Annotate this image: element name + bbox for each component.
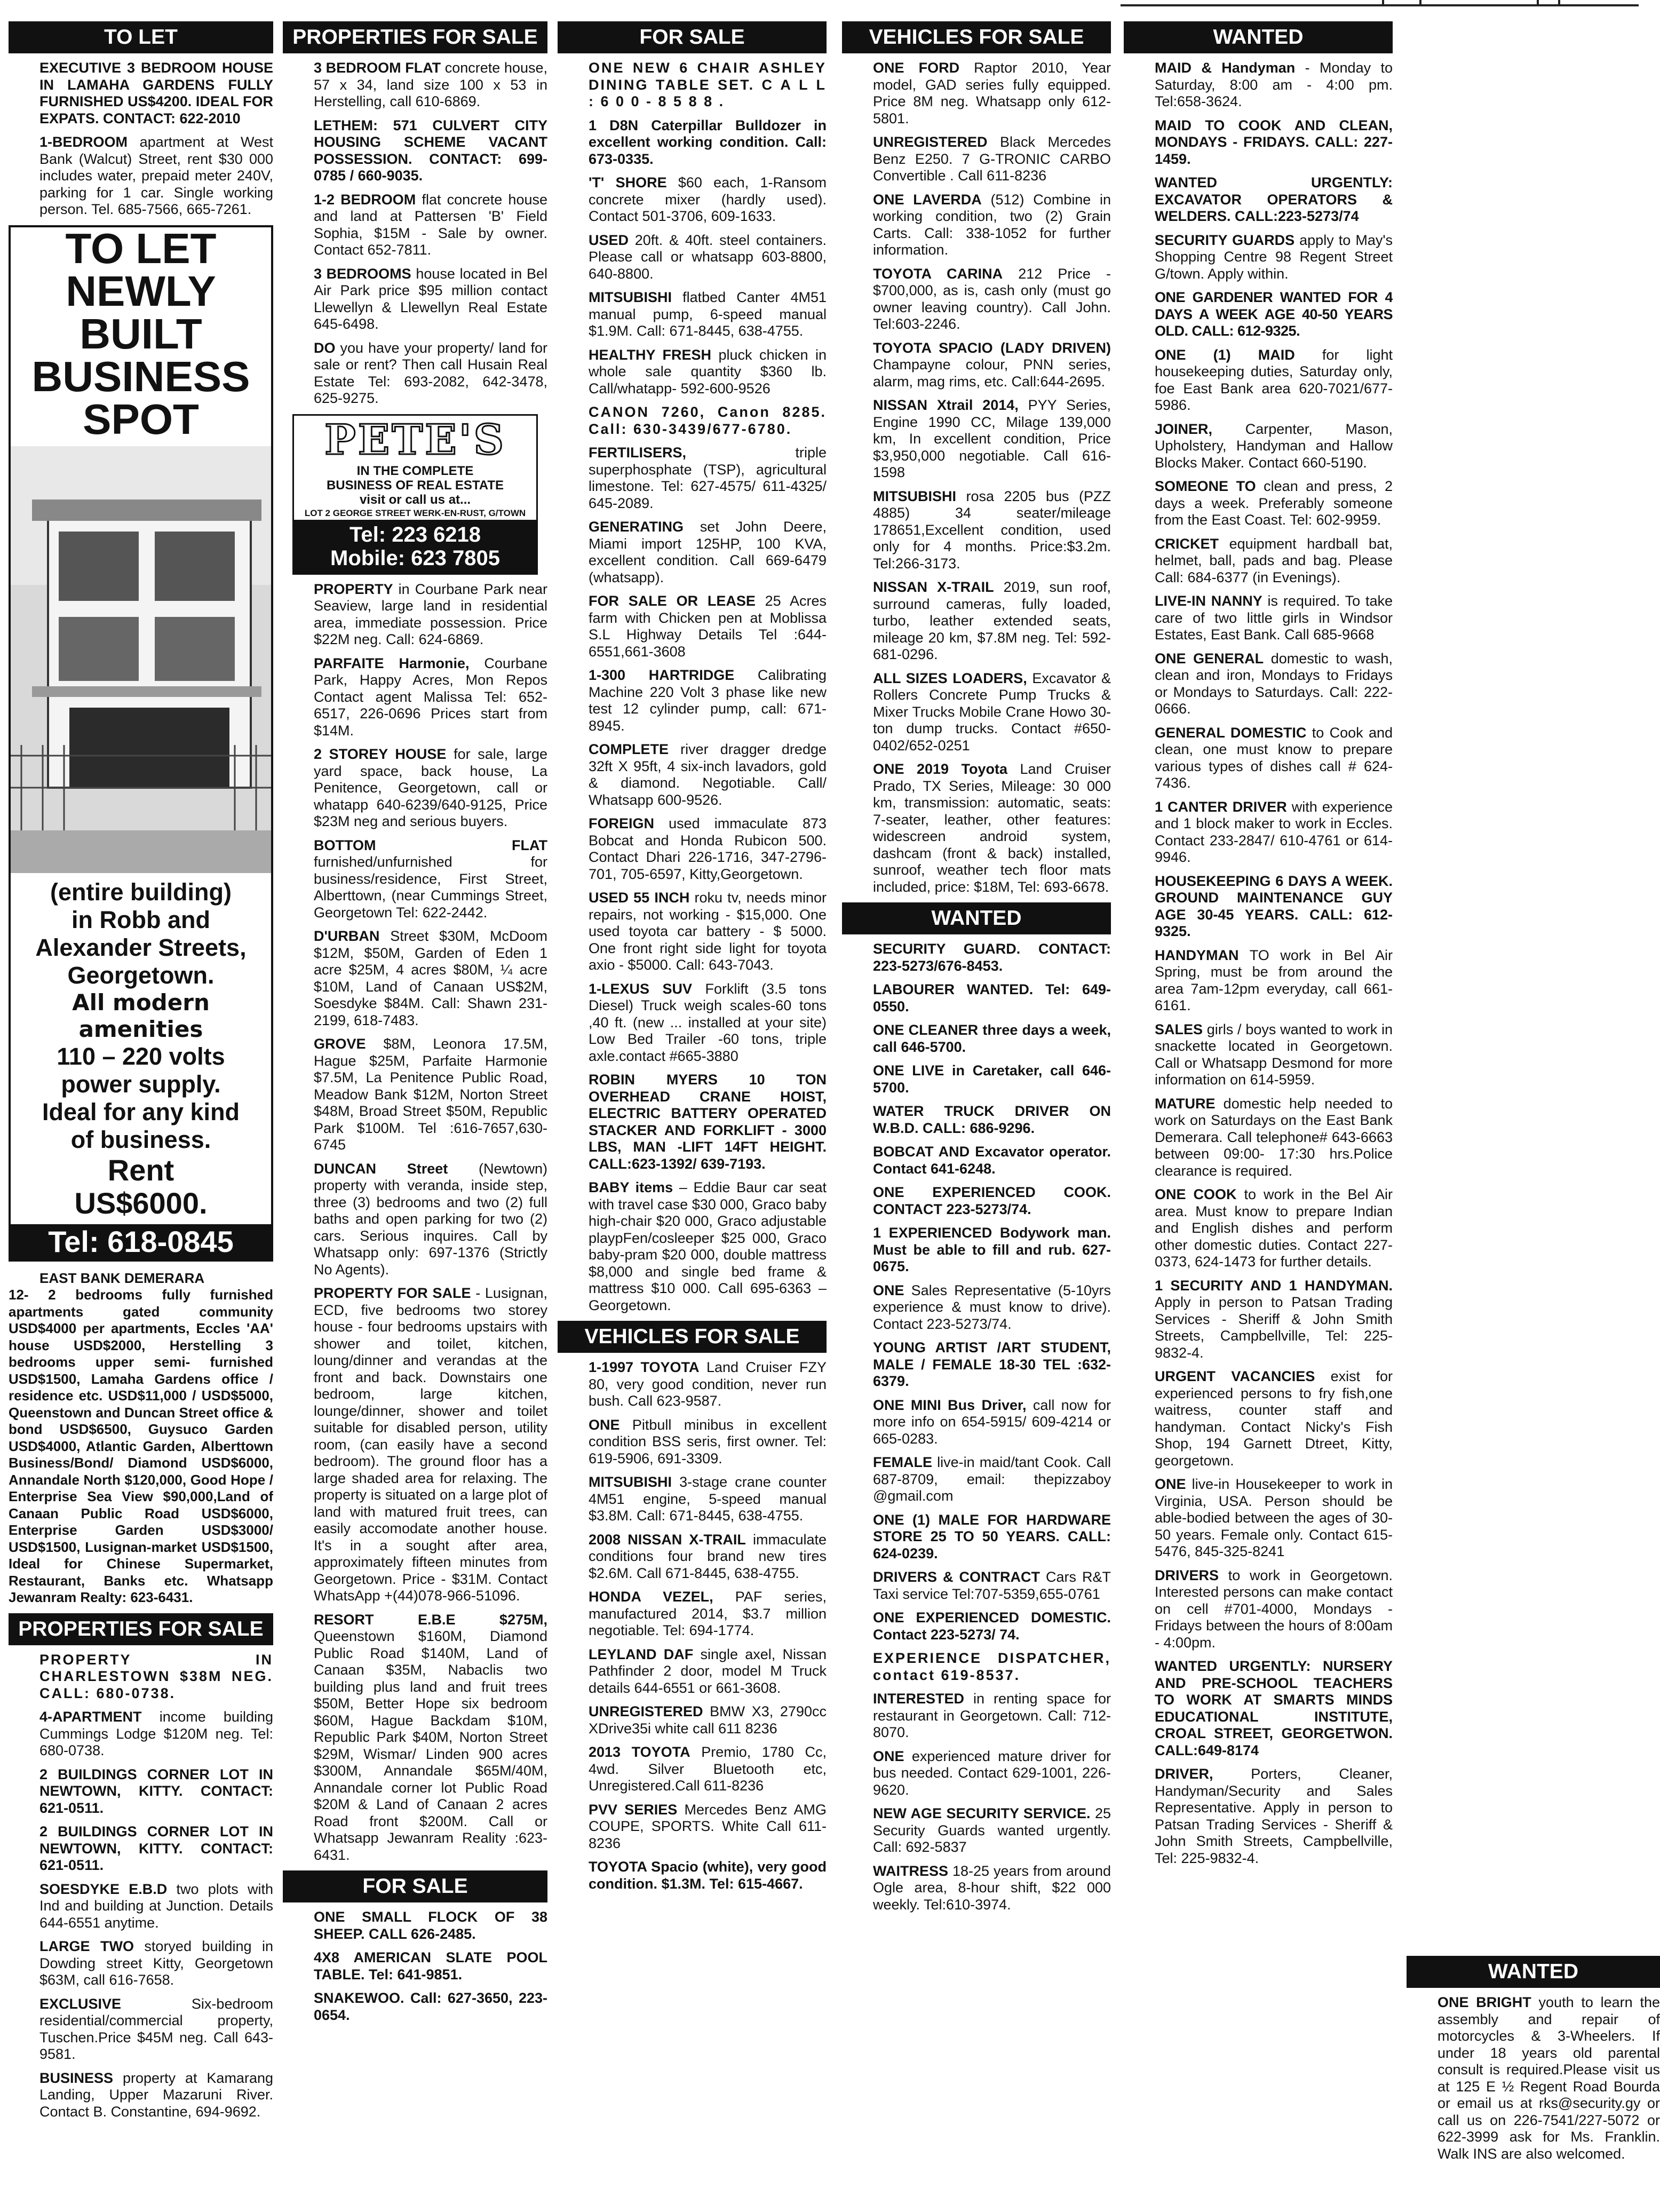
section-header-to-let: TO LET bbox=[9, 21, 273, 53]
section-header-wanted: WANTED bbox=[1124, 21, 1393, 53]
classified-ad: UNREGISTERED Black Mercedes Benz E250. 7 G-TRONIC CARBO Convertible . Call 611-8236 bbox=[873, 134, 1111, 184]
classified-ad: DO you have your property/ land for sale or rent? Then call Husain Real Estate Tel: 693-2082, 642-3478, 625-9275. bbox=[314, 339, 547, 406]
classified-ad: INTERESTED in renting space for restaurant in Georgetown. Call: 712-8070. bbox=[873, 1691, 1111, 1740]
column-properties-for-sale bbox=[283, 21, 547, 2209]
classified-ad: 1 D8N Caterpillar Bulldozer in excellent working condition. Call: 673-0335. bbox=[589, 117, 827, 167]
petes-logo-wordmark bbox=[294, 416, 536, 464]
classified-ad: PROPERTY in Courbane Park near Seaview, large land in residential area, immediate possession. Price $22M neg. Call: 624-6869. bbox=[314, 581, 547, 647]
classified-ad: 3 BEDROOM FLAT concrete house, 57 x 34, land size 100 x 53 in Herstelling, call 610-6869. bbox=[314, 60, 547, 109]
display-ad-text: All modern amenities bbox=[72, 989, 210, 1042]
column-for-sale bbox=[558, 21, 827, 2209]
classified-ad: FOREIGN used immaculate 873 Bobcat and Honda Rubicon 500. Contact Dhari 226-1716, 347-2796-701, 705-6597, Kitty,Georgetown. bbox=[589, 815, 827, 882]
classified-ad: CANON 7260, Canon 8285. Call: 630-3439/677-6780. bbox=[589, 404, 827, 437]
classified-ad: 'T' SHORE $60 each, 1-Ransom concrete mixer (hardly used). Contact 501-3706, 609-1633. bbox=[589, 175, 827, 224]
classified-ad: 2008 NISSAN X-TRAIL immaculate conditions four brand new tires $2.6M. Call 671-8445, 638-4755. bbox=[589, 1531, 827, 1581]
petes-real-estate-logo bbox=[292, 414, 538, 575]
display-ad-text: (entire building) bbox=[50, 878, 232, 906]
display-ad-rent: US$6000. bbox=[74, 1186, 208, 1220]
logo-tagline: BUSINESS OF REAL ESTATE bbox=[326, 478, 504, 493]
classified-ad: HOUSEKEEPING 6 DAYS A WEEK. GROUND MAINTENANCE GUY AGE 30-45 YEARS. CALL: 612-9325. bbox=[1155, 873, 1393, 939]
classified-ad: EXCLUSIVE Six-bedroom residential/commercial property, Tuschen.Price $45M neg. Call 643-9581. bbox=[39, 1995, 273, 2062]
classified-ad: SOESDYKE E.B.D two plots with Ind and building at Junction. Details 644-6551 anytime. bbox=[39, 1881, 273, 1931]
classified-ad: MATURE domestic help needed to work on Saturdays on the East Bank Demerara. Call telephone# 643-6663 between 09:00- 17:30 hrs.Police clearance is required. bbox=[1155, 1095, 1393, 1179]
display-ad-phone: Tel: 618-0845 bbox=[11, 1224, 271, 1259]
classified-ad: 1 SECURITY AND 1 HANDYMAN. Apply in person to Patsan Trading Services - Sheriff & John Smith Streets, Campbellville, Tel: 225-9832-4. bbox=[1155, 1277, 1393, 1361]
classified-ad: FERTILISERS, triple superphosphate (TSP), agricultural limestone. Tel: 627-4575/ 611-4325/ 645-2089. bbox=[589, 445, 827, 511]
classified-ad: DRIVERS to work in Georgetown. Interested persons can make contact on cell #701-4000, Mondays - Fridays between the hours of 8:00am - 4:00pm. bbox=[1155, 1567, 1393, 1651]
section-header-wanted: WANTED bbox=[1407, 1956, 1660, 1988]
classified-ad: GENERATING set John Deere, Miami import 125HP, 100 KVA, excellent condition. Call 669-6479 (whatsapp). bbox=[589, 519, 827, 585]
display-ad-text: Ideal for any kind bbox=[42, 1098, 240, 1125]
classified-ad: ONE MINI Bus Driver, call now for more info on 654-5915/ 609-4214 or 665-0283. bbox=[873, 1397, 1111, 1447]
section-header-vehicles-for-sale: VEHICLES FOR SALE bbox=[842, 21, 1111, 53]
classified-ad: ONE EXPERIENCED DOMESTIC. Contact 223-5273/ 74. bbox=[873, 1610, 1111, 1643]
classified-ad: USED 55 INCH roku tv, needs minor repairs, not working - $15,000. One used toyota car battery - $ 5000. One front right side light for toyota axio - $5000. Call: 643-7043. bbox=[589, 890, 827, 973]
classified-ad: LABOURER WANTED. Tel: 649-0550. bbox=[873, 981, 1111, 1014]
classified-ad: JOINER, Carpenter, Mason, Upholstery, Handyman and Hallow Blocks Maker. Contact 660-5190. bbox=[1155, 421, 1393, 471]
display-ad-text: Alexander Streets, bbox=[35, 933, 247, 961]
classified-ad: SALES girls / boys wanted to work in snackette located in Georgetown. Call or Whatsapp Desmond for more information on 614-5959. bbox=[1155, 1021, 1393, 1088]
display-ad-title: TO LET bbox=[65, 224, 217, 272]
classified-ad: FEMALE live-in maid/tant Cook. Call 687-8709, email: thepizzaboy @gmail.com bbox=[873, 1454, 1111, 1504]
classified-ad: ONE CLEANER three days a week, call 646-5700. bbox=[873, 1022, 1111, 1055]
classified-ad: WANTED URGENTLY: EXCAVATOR OPERATORS & WELDERS. CALL:223-5273/74 bbox=[1155, 175, 1393, 224]
classified-ad: DRIVER, Porters, Cleaner, Handyman/Security and Sales Representative. Apply in person to Patsan Trading Services - Sheriff & John Smith Streets, Campbellville, Tel: 225-9832-4. bbox=[1155, 1766, 1393, 1866]
classified-ad: ALL SIZES LOADERS, Excavator & Rollers Concrete Pump Trucks & Mixer Trucks Mobile Crane Howo 30-ton dump trucks. Contact #650-0402/652-0251 bbox=[873, 670, 1111, 754]
display-ad-title: BUILT bbox=[80, 310, 202, 358]
classified-ad: 1-2 BEDROOM flat concrete house and land at Pattersen 'B' Field Sophia, $15M - Sale by owner. Contact 652-7811. bbox=[314, 191, 547, 258]
classified-ad: URGENT VACANCIES exist for experienced persons to fry fish,one waitress, counter staff and handyman. Contact Nicky's Fish Shop, 194 Garnett Dtreet, Kitty, georgetown. bbox=[1155, 1368, 1393, 1469]
classified-ad: BUSINESS property at Kamarang Landing, Upper Mazaruni River. Contact B. Constantine, 694-9692. bbox=[39, 2070, 273, 2120]
classified-ad: 2 BUILDINGS CORNER LOT IN NEWTOWN, KITTY. CONTACT: 621-0511. bbox=[39, 1823, 273, 1873]
classified-ad: GENERAL DOMESTIC to Cook and clean, one must know to prepare various types of dishes call # 624-7436. bbox=[1155, 724, 1393, 791]
classified-ad: PARFAITE Harmonie, Courbane Park, Happy Acres, Mon Repos Contact agent Malissa Tel: 652-6517, 226-0696 Prices start from $14M. bbox=[314, 655, 547, 739]
classified-ad: ROBIN MYERS 10 TON OVERHEAD CRANE HOIST, ELECTRIC BATTERY OPERATED STACKER AND FORKLIFT - 3000 LBS, MAN -LIFT 14FT HEIGHT. CALL:623-1392/ 639-7193. bbox=[589, 1072, 827, 1172]
display-ad-title: BUSINESS bbox=[31, 352, 250, 400]
classified-ad: MAID & Handyman - Monday to Saturday, 8:00 am - 4:00 pm. Tel:658-3624. bbox=[1155, 60, 1393, 109]
classified-ad: 1 EXPERIENCED Bodywork man. Must be able to fill and rub. 627-0675. bbox=[873, 1225, 1111, 1274]
classified-ad: COMPLETE river dragger dredge 32ft X 95ft, 4 six-inch lavadors, gold & diamond. Negotiable. Call/ Whatsapp 600-9526. bbox=[589, 741, 827, 808]
classified-ad: LARGE TWO storyed building in Dowding street Kitty, Georgetown $63M, call 616-7658. bbox=[39, 1938, 273, 1988]
classified-ad: FOR SALE OR LEASE 25 Acres farm with Chicken pen at Moblissa S.L Highway Details Tel :644-6551,661-3608 bbox=[589, 593, 827, 660]
top-rule bbox=[0, 0, 1660, 7]
classified-ad: SOMEONE TO clean and press, 2 days a week. Preferably someone from the East Coast. Tel: 602-9959. bbox=[1155, 478, 1393, 528]
classified-ad: CRICKET equipment hardball bat, helmet, ball, pads and bag. Please Call: 684-6377 (in Evenings). bbox=[1155, 535, 1393, 585]
classified-ad: 1-300 HARTRIDGE Calibrating Machine 220 Volt 3 phase like new test 12 cylinder pump, call: 671-8945. bbox=[589, 667, 827, 734]
column-wanted-small bbox=[1407, 1956, 1660, 2209]
classified-ad: ONE NEW 6 CHAIR ASHLEY DINING TABLE SET. C A L L : 6 0 0 - 8 5 8 8 . bbox=[589, 60, 827, 109]
display-ad-rent: Rent bbox=[107, 1153, 174, 1187]
classified-ad: 3 BEDROOMS house located in Bel Air Park price $95 million contact Llewellyn & Llewellyn Real Estate 645-6498. bbox=[314, 265, 547, 332]
logo-phones: Tel: 223 6218 Mobile: 623 7805 bbox=[294, 520, 536, 573]
classified-ad: 2013 TOYOTA Premio, 1780 Cc, 4wd. Silver Bluetooth etc, Unregistered.Call 611-8236 bbox=[589, 1744, 827, 1794]
classified-ad: BOTTOM FLAT furnished/unfurnished for business/residence, First Street, Alberttown, (near Cummings Street, Georgetown Tel: 622-2442. bbox=[314, 837, 547, 921]
classified-ad: TOYOTA Spacio (white), very good condition. $1.3M. Tel: 615-4667. bbox=[589, 1859, 827, 1892]
classified-ad: ONE COOK to work in the Bel Air area. Must know to prepare Indian and English dishes and perform other domestic duties. Contact 227-0373, 624-1473 for further details. bbox=[1155, 1186, 1393, 1270]
classified-ad: ONE (1) MAID for light housekeeping duties, Saturday only, foe East Bank area 620-7021/677-5986. bbox=[1155, 346, 1393, 413]
classified-ad: ONE experienced mature driver for bus needed. Contact 629-1001, 226-9620. bbox=[873, 1748, 1111, 1798]
classified-ad: 4X8 AMERICAN SLATE POOL TABLE. Tel: 641-9851. bbox=[314, 1949, 547, 1983]
classified-ad: MITSUBISHI rosa 2205 bus (PZZ 4885) 34 seater/mileage 178651,Excellent condition, used only for 4 months. Price:$3.2m. Tel:266-3173. bbox=[873, 488, 1111, 572]
classified-ad: WANTED URGENTLY: NURSERY AND PRE-SCHOOL TEACHERS TO WORK AT SMARTS MINDS EDUCATIONAL INSTITUTE, CROAL STREET, GEORGETWON. CALL:649-8174 bbox=[1155, 1658, 1393, 1758]
classified-ad: 4-APARTMENT income building Cummings Lodge $120M neg. Tel: 680-0738. bbox=[39, 1709, 273, 1758]
classified-ad: HONDA VEZEL, PAF series, manufactured 2014, $3.7 million negotiable. Tel: 694-1774. bbox=[589, 1589, 827, 1638]
classified-ad: ONE live-in Housekeeper to work in Virginia, USA. Person should be able-bodied between the ages of 30-50 years. Female only. Contact 615-5476, 845-325-8241 bbox=[1155, 1476, 1393, 1559]
section-header-properties-for-sale: PROPERTIES FOR SALE bbox=[9, 1613, 273, 1645]
classified-ad: BOBCAT AND Excavator operator. Contact 641-6248. bbox=[873, 1144, 1111, 1177]
classified-ad: WAITRESS 18-25 years from around Ogle area, 8-hour shift, $22 000 weekly. Tel:610-3974. bbox=[873, 1862, 1111, 1913]
classified-ad: EXECUTIVE 3 BEDROOM HOUSE IN LAMAHA GARDENS FULLY FURNISHED US$4200. IDEAL FOR EXPATS. CONTACT: 622-2010 bbox=[39, 60, 273, 126]
classified-ad: ONE FORD Raptor 2010, Year model, GAD series fully equipped. Price 8M neg. Whatsapp only 612-5801. bbox=[873, 60, 1111, 126]
display-ad-text: of business. bbox=[70, 1125, 211, 1153]
logo-address: LOT 2 GEORGE STREET WERK-EN-RUST, G/TOWN bbox=[304, 508, 526, 518]
classified-ad: ONE EXPERIENCED COOK. CONTACT 223-5273/74. bbox=[873, 1184, 1111, 1217]
classified-ad: GROVE $8M, Leonora 17.5M, Hague $25M, Parfaite Harmonie $7.5M, La Penitence Public Road, Meadow Bank $12M, Norton Street $48M, Broad Street $50M, Republic Park $100M. Tel :616-7657,630-6745 bbox=[314, 1036, 547, 1153]
classified-ad: UNREGISTERED BMW X3, 2790cc XDrive35i white call 611 8236 bbox=[589, 1703, 827, 1737]
display-ad-title: SPOT bbox=[83, 395, 199, 443]
classified-ad: 1 CANTER DRIVER with experience and 1 block maker to work in Eccles. Contact 233-2847/ 610-4761 or 614-9946. bbox=[1155, 798, 1393, 865]
classified-ad: D'URBAN Street $30M, McDoom $12M, $50M, Garden of Eden 1 acre $25M, 4 acres $80M, ¼ acre $10M, Land of Canaan US$2M, Soesdyke $84M. Call: Shawn 231-2199, 618-7483. bbox=[314, 928, 547, 1028]
classified-ad: ONE Sales Representative (5-10yrs experience & must know to drive). Contact 223-5273/74. bbox=[873, 1282, 1111, 1332]
section-header-properties-for-sale: PROPERTIES FOR SALE bbox=[283, 21, 547, 53]
classified-ad: MAID TO COOK AND CLEAN, MONDAYS - FRIDAYS. CALL: 227-1459. bbox=[1155, 117, 1393, 167]
column-wanted bbox=[1124, 21, 1393, 1953]
classified-ad: 1-BEDROOM apartment at West Bank (Walcut) Street, rent $30 000 includes water, prepaid meter 240V, parking for 1 car. Single working person. Tel. 685-7566, 665-7261. bbox=[39, 134, 273, 217]
classified-ad: ONE GENERAL domestic to wash, clean and iron, Mondays to Fridays or Mondays to Saturdays. Call: 222-0666. bbox=[1155, 650, 1393, 717]
display-ad-text: power supply. bbox=[61, 1070, 221, 1098]
classified-ad: TOYOTA CARINA 212 Price - $700,000, as is, cash only (must go owner leaving country). Call John. Tel:603-2246. bbox=[873, 265, 1111, 332]
section-header-for-sale: FOR SALE bbox=[558, 21, 827, 53]
display-ad-business-spot bbox=[9, 225, 273, 1262]
classified-ad: TOYOTA SPACIO (LADY DRIVEN) Champayne colour, PNN series, alarm, mag rims, etc. Call:644-2695. bbox=[873, 339, 1111, 390]
classified-ad: ONE (1) MALE FOR HARDWARE STORE 25 TO 50 YEARS. CALL: 624-0239. bbox=[873, 1511, 1111, 1561]
classified-ad: ONE SMALL FLOCK OF 38 SHEEP. CALL 626-2485. bbox=[314, 1909, 547, 1942]
classified-ad: HEALTHY FRESH pluck chicken in whole sale quantity $360 lb. Call/whatapp- 592-600-9526 bbox=[589, 346, 827, 397]
classified-ad: 2 STOREY HOUSE for sale, large yard space, back house, La Penitence, Georgetown, call or whatapp 640-6239/640-9125, Price $23M neg and serious buyers. bbox=[314, 746, 547, 829]
svg-text:PETE'S: PETE'S bbox=[324, 415, 506, 464]
classified-ad: HANDYMAN TO work in Bel Air Spring, must be from around the area 7am-12pm everyday, call 661-6161. bbox=[1155, 947, 1393, 1013]
classified-ad: PVV SERIES Mercedes Benz AMG COUPE, SPORTS. White Call 611-8236 bbox=[589, 1801, 827, 1851]
column-to-let bbox=[9, 21, 273, 2209]
classified-ad: 1-LEXUS SUV Forklift (3.5 tons Diesel) Truck weigh scales-60 tons ,40 ft. (new ... installed at your site) Low Bed Trailer -60 tons, triple axle.contact #665-3880 bbox=[589, 980, 827, 1064]
classified-ad: SECURITY GUARDS apply to May's Shopping Centre 98 Regent Street G/town. Apply within. bbox=[1155, 232, 1393, 282]
classified-ad: ONE LAVERDA (512) Combine in working condition, two (2) Grain Carts. Call: 338-1052 for further information. bbox=[873, 191, 1111, 258]
classified-ad: LEYLAND DAF single axel, Nissan Pathfinder 2 door, model M Truck details 644-6551 or 661-3608. bbox=[589, 1646, 827, 1696]
classified-ad: DUNCAN Street (Newtown) property with veranda, inside step, three (3) bedrooms and two (2) full baths and open parking for two (2) cars. Serious inquires. Call by Whatsapp only: 697-1376 (Strictly No Agents). bbox=[314, 1160, 547, 1278]
classified-ad: MITSUBISHI 3-stage crane counter 4M51 engine, 5-speed manual $3.8M. Call: 671-8445, 638-4755. bbox=[589, 1474, 827, 1524]
display-ad-text: Georgetown. bbox=[67, 961, 215, 989]
display-ad-title: NEWLY bbox=[66, 267, 216, 315]
classified-ad: 2 BUILDINGS CORNER LOT IN NEWTOWN, KITTY. CONTACT: 621-0511. bbox=[39, 1766, 273, 1816]
classified-ad: NISSAN X-TRAIL 2019, sun roof, surround cameras, fully loaded, turbo, leather extended seats, mileage 20 km, $7.8M neg. Tel: 592-681-0296. bbox=[873, 579, 1111, 662]
classified-ad: ONE BRIGHT youth to learn the assembly and repair of motorcycles & 3-Wheelers. If under 18 years old parental consult is required.Please visit us at 125 E ½ Regent Road Bourda or email us at rks@security.gy or call us on 226-7541/227-5072 or 622-3999 ask for Ms. Franklin. Walk INS are also welcomed. bbox=[1437, 1994, 1660, 2162]
section-header-wanted: WANTED bbox=[842, 902, 1111, 934]
logo-tagline: IN THE COMPLETE bbox=[356, 463, 474, 478]
classified-ad: EAST BANK DEMERARA 12- 2 bedrooms fully furnished apartments gated community USD$4000 per apartments, Eccles 'AA' house USD$2000, Herstelling 3 bedrooms upper semi- furnished USD$1500, Lamaha Gardens office / residence etc. USD$11,000 / USD$5000, Queenstown and Duncan Street office & bond USD$6500, Guysuco Garden USD$4000, Atlantic Garden, Alberttown Business/Bond/ Diamond USD$6000, Annandale North $120,000, Good Hope / Enterprise Sea View $90,000,Land of Canaan Public Road USD$6000, Enterprise Garden USD$3000/ USD$1500, Lusignan-market USD$1500, Ideal for Chinese Supermarket, Restaurant, Banks etc. Whatsapp Jewanram Realty: 623-6431. bbox=[9, 1270, 273, 1605]
classified-ad: YOUNG ARTIST /ART STUDENT, MALE / FEMALE 18-30 TEL :632-6379. bbox=[873, 1339, 1111, 1389]
column-vehicles-and-wanted bbox=[842, 21, 1111, 2209]
building-photo bbox=[11, 446, 271, 873]
classified-ad: WATER TRUCK DRIVER ON W.B.D. CALL: 686-9296. bbox=[873, 1103, 1111, 1136]
classified-ad: LIVE-IN NANNY is required. To take care of two little girls in Windsor Estates, East Bank. Call 685-9668 bbox=[1155, 593, 1393, 643]
classified-ad: 1-1997 TOYOTA Land Cruiser FZY 80, very good condition, never run bush. Call 623-9587. bbox=[589, 1359, 827, 1409]
classified-ad: ONE LIVE in Caretaker, call 646-5700. bbox=[873, 1063, 1111, 1096]
classified-ad: NISSAN Xtrail 2014, PYY Series, Engine 1990 CC, Milage 139,000 km, In excellent condition, Price $3,950,000 negotiable. Call 616-1598 bbox=[873, 397, 1111, 480]
section-header-for-sale: FOR SALE bbox=[283, 1870, 547, 1902]
classified-ad: USED 20ft. & 40ft. steel containers. Please call or whatsapp 603-8800, 640-8800. bbox=[589, 232, 827, 282]
classified-ad: DRIVERS & CONTRACT Cars R&T Taxi service Tel:707-5359,655-0761 bbox=[873, 1569, 1111, 1602]
classified-ad: MITSUBISHI flatbed Canter 4M51 manual pump, 6-speed manual $1.9M. Call: 671-8445, 638-4755. bbox=[589, 289, 827, 339]
classified-ad: PROPERTY IN CHARLESTOWN $38M NEG. CALL: 680-0738. bbox=[39, 1651, 273, 1701]
classified-ad: NEW AGE SECURITY SERVICE. 25 Security Guards wanted urgently. Call: 692-5837 bbox=[873, 1805, 1111, 1855]
display-ad-text: 110 – 220 volts bbox=[57, 1042, 225, 1070]
classified-ad: ONE Pitbull minibus in excellent condition BSS seris, first owner. Tel: 619-5906, 691-3309. bbox=[589, 1416, 827, 1466]
logo-tagline: visit or call us at... bbox=[359, 492, 471, 507]
classified-ad: RESORT E.B.E $275M, Queenstown $160M, Diamond Public Road $140M, Land of Canaan $35M, Nabaclis two building plus land and fruit trees $50M, Better Hope six bedroom $60M, Hague Backdam $10M, Republic Park $40M, Norton Street $29M, Wismar/ Linden 900 acres $300M, Annandale $65M/40M, Annandale corner lot Public Road $20M & Land of Canaan 2 acres Road front $200M. Call or Whatsapp Jewanram Reality :623-6431. bbox=[314, 1611, 547, 1863]
classified-ad: LETHEM: 571 CULVERT CITY HOUSING SCHEME VACANT POSSESSION. CONTACT: 699-0785 / 660-9035. bbox=[314, 117, 547, 184]
classified-ad: EXPERIENCE DISPATCHER, contact 619-8537. bbox=[873, 1650, 1111, 1683]
section-header-vehicles-for-sale: VEHICLES FOR SALE bbox=[558, 1321, 827, 1353]
classified-ad: SNAKEWOO. Call: 627-3650, 223-0654. bbox=[314, 1990, 547, 2023]
classified-ad: BABY items – Eddie Baur car seat with travel case $30 000, Graco baby high-chair $20 000, Graco adjustable playpFen/cosleeper $25 000, Graco baby-pram $20 000, double mattress $8,000 and single bed frame & mattress $10 000. Call 695-6363 – Georgetown. bbox=[589, 1179, 827, 1313]
classified-ad: ONE 2019 Toyota Land Cruiser Prado, TX Series, Mileage: 30 000 km, transmission: automatic, seats: 7-seater, leather, other features: widescreen android system, dashcam (front & back) installed, sunroof, weather tech floor mats included, price: $18M, Tel: 693-6678. bbox=[873, 761, 1111, 895]
classified-ad: PROPERTY FOR SALE - Lusignan, ECD, five bedrooms two storey house - four bedrooms upstairs with shower and toilet, kitchen, loung/dinner and verandas at the front and back. Downstairs one bedroom, large kitchen, lounge/dinner, shower and toilet suitable for disabled person, utility room, (can easily have a second bedroom). The ground floor has a large shaded area for relaxing. The property is situated on a large plot of land with matured fruit trees, can easily accomodate another house. It's in a sought after area, approximately fifteen minutes from Georgetown. Price - $31M. Contact WhatsApp +(44)078-966-51096. bbox=[314, 1285, 547, 1604]
classified-ad: SECURITY GUARD. CONTACT: 223-5273/676-8453. bbox=[873, 941, 1111, 974]
display-ad-text: in Robb and bbox=[72, 906, 210, 933]
classified-ad: ONE GARDENER WANTED FOR 4 DAYS A WEEK AGE 40-50 YEARS OLD. CALL: 612-9325. bbox=[1155, 289, 1393, 339]
